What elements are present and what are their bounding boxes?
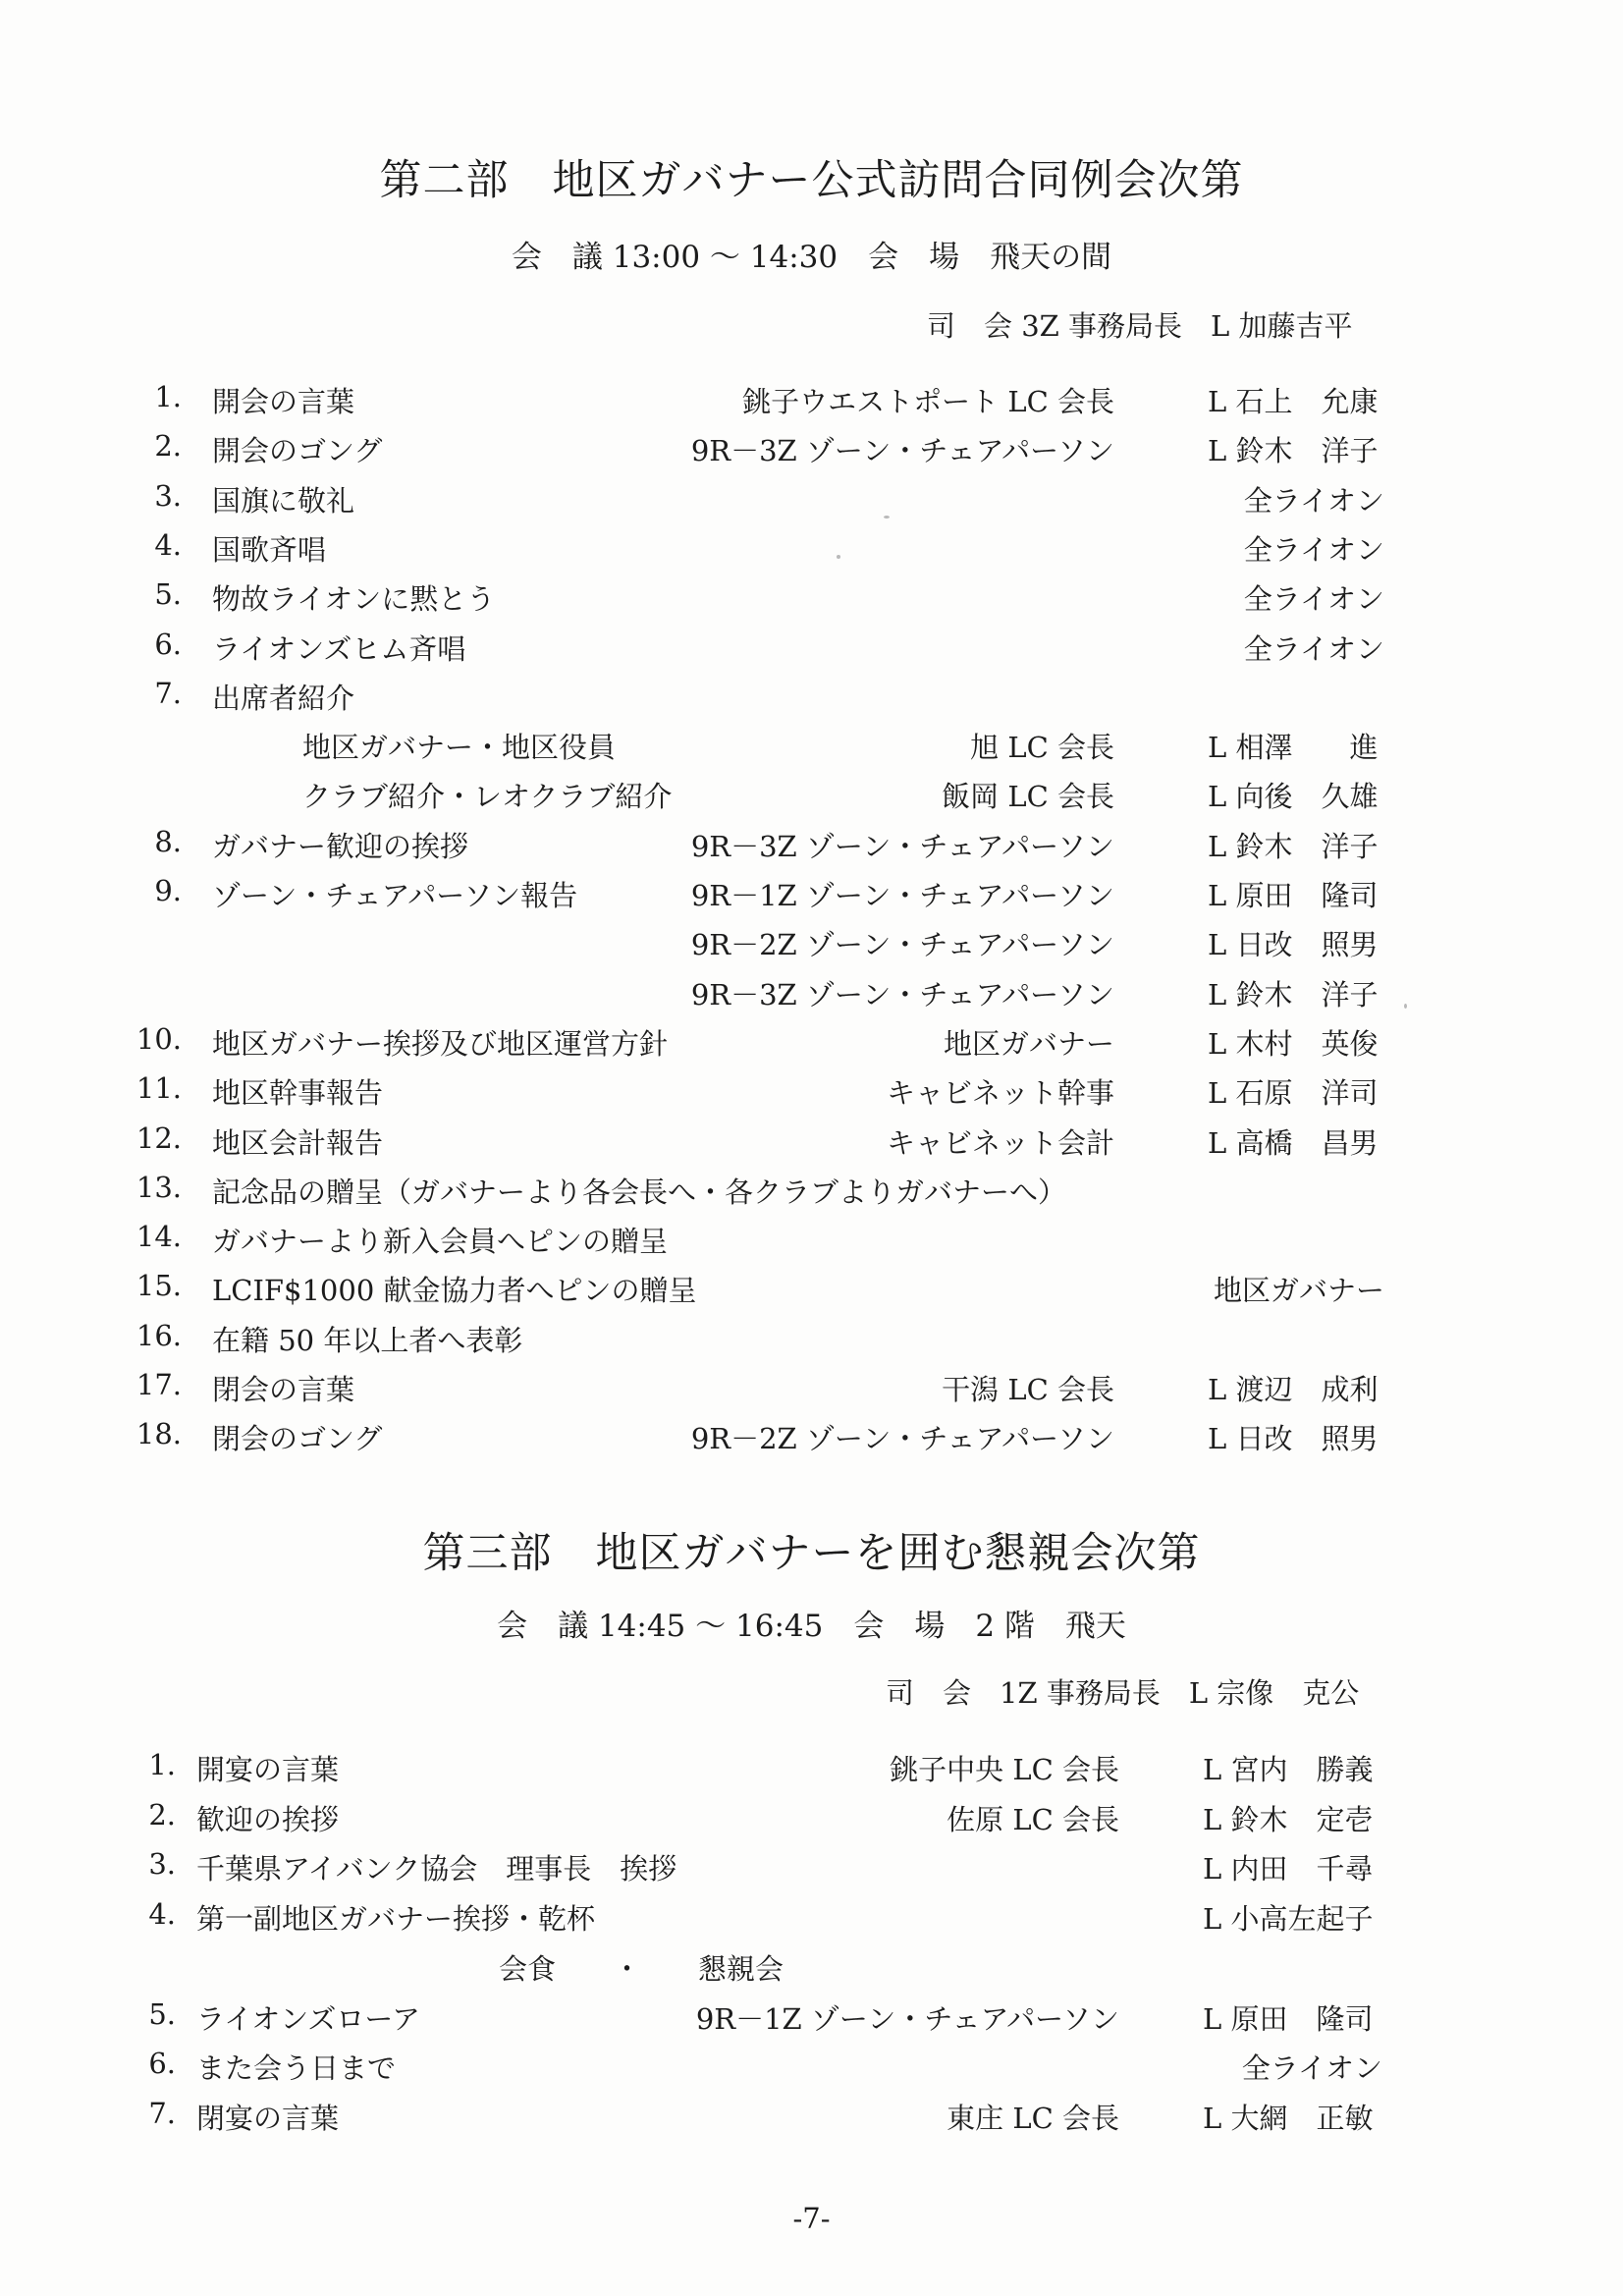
item-title: 地区ガバナー・地区役員 (302, 731, 617, 765)
item-title: ガバナーより新入会員へピンの贈呈 (212, 1225, 669, 1259)
item-number: 3. (154, 478, 182, 513)
person-name: 全ライオン (1241, 2051, 1382, 2086)
item-number: 11. (135, 1071, 182, 1106)
agenda-row (0, 2047, 1623, 2086)
person-name: 全ライオン (1243, 532, 1384, 567)
item-title: 開会のゴング (212, 434, 383, 468)
agenda-row (0, 380, 1623, 419)
item-title: 歓迎の挨拶 (196, 1802, 340, 1836)
agenda-row (0, 479, 1623, 519)
agenda-row (0, 1269, 1623, 1308)
agenda-row (0, 874, 1623, 913)
item-title: ライオンズローア (196, 2001, 420, 2036)
item-title: 千葉県アイバンク協会 理事長 挨拶 (196, 1852, 677, 1886)
role-label: 地区ガバナー (943, 1026, 1114, 1061)
role-label: 飯岡 LC 会長 (942, 780, 1114, 814)
agenda-row (0, 1071, 1623, 1111)
item-number: 3. (148, 1847, 176, 1882)
agenda-row (0, 1121, 1623, 1161)
role-label: 9R－3Z ゾーン・チェアパーソン (690, 829, 1114, 863)
item-title: LCIF$1000 献金協力者へピンの贈呈 (212, 1274, 697, 1308)
item-title: クラブ紹介・レオクラブ紹介 (302, 780, 673, 814)
item-number: 12. (135, 1121, 182, 1155)
person-name: L 鈴木 洋子 (1208, 829, 1379, 863)
agenda-row (0, 677, 1623, 716)
person-name: L 高橋 昌男 (1208, 1125, 1379, 1160)
agenda-row (0, 1997, 1623, 2037)
item-number: 16. (135, 1318, 182, 1352)
person-name: 全ライオン (1243, 582, 1384, 617)
item-number: 7. (154, 676, 182, 710)
agenda-row (0, 1171, 1623, 1210)
role-label: キャビネット幹事 (886, 1076, 1114, 1111)
person-name: L 大網 正敏 (1203, 2101, 1374, 2135)
item-number: 4. (154, 527, 182, 562)
role-label: 旭 LC 会長 (970, 731, 1114, 765)
item-title: 物故ライオンに黙とう (212, 582, 496, 617)
item-title: また会う日まで (196, 2051, 397, 2086)
person-name: L 石上 允康 (1208, 385, 1379, 418)
part2-title: 第二部 地区ガバナー公式訪問合同例会次第 (379, 156, 1244, 205)
part2-schedule: 会 議 13:00 ～ 14:30 会 場 飛天の間 (511, 240, 1112, 275)
agenda-row (0, 1022, 1623, 1062)
person-name: L 相澤 進 (1208, 731, 1379, 765)
agenda-row (0, 528, 1623, 568)
role-label: キャビネット会計 (886, 1125, 1114, 1160)
agenda-row (0, 1798, 1623, 1837)
page-number: -7- (792, 2202, 831, 2235)
item-title: 国歌斉唱 (212, 532, 327, 567)
role-label: 9R－1Z ゾーン・チェアパーソン (690, 879, 1114, 912)
item-number: 2. (154, 429, 182, 464)
item-number: 18. (135, 1417, 182, 1451)
item-number: 8. (154, 824, 182, 858)
role-label: 干潟 LC 会長 (942, 1373, 1114, 1406)
item-number: 1. (154, 380, 182, 413)
person-name: 全ライオン (1243, 631, 1384, 666)
role-label: 佐原 LC 会長 (947, 1802, 1119, 1836)
person-name: 全ライオン (1243, 483, 1384, 518)
role-label: 9R－2Z ゾーン・チェアパーソン (690, 1422, 1114, 1456)
person-name: L 原田 隆司 (1208, 879, 1379, 912)
item-title: 出席者紹介 (212, 681, 355, 715)
person-name: L 鈴木 洋子 (1208, 434, 1379, 468)
item-title: 開宴の言葉 (196, 1753, 340, 1786)
agenda-row (0, 1897, 1623, 1937)
person-name: 地区ガバナー (1213, 1274, 1384, 1308)
person-name: L 小高左起子 (1203, 1902, 1374, 1937)
role-label: 9R－1Z ゾーン・チェアパーソン (695, 2001, 1119, 2036)
agenda-row (0, 577, 1623, 617)
agenda-row (0, 429, 1623, 468)
item-title: 閉宴の言葉 (196, 2101, 340, 2135)
item-title: 開会の言葉 (212, 385, 355, 418)
person-name: L 鈴木 洋子 (1208, 977, 1379, 1011)
part3-title: 第三部 地区ガバナーを囲む懇親会次第 (422, 1529, 1201, 1578)
item-title: ライオンズヒム斉唱 (212, 631, 466, 666)
agenda-row (0, 1847, 1623, 1886)
item-title: 地区会計報告 (212, 1125, 384, 1160)
person-name: L 木村 英俊 (1208, 1026, 1379, 1061)
item-title: 会食 ・ 懇親会 (499, 1951, 784, 1986)
item-title: 地区ガバナー挨拶及び地区運営方針 (212, 1026, 669, 1061)
item-number: 10. (135, 1021, 182, 1056)
item-title: ゾーン・チェアパーソン報告 (212, 879, 578, 912)
item-number: 1. (148, 1748, 176, 1781)
item-number: 5. (148, 1996, 176, 2031)
agenda-row (0, 1368, 1623, 1407)
role-label: 銚子中央 LC 会長 (890, 1753, 1119, 1786)
item-title: 第一副地区ガバナー挨拶・乾杯 (196, 1902, 596, 1937)
item-number: 6. (148, 2047, 176, 2081)
person-name: L 宮内 勝義 (1203, 1753, 1374, 1786)
item-number: 6. (154, 627, 182, 661)
part3-mc: 司 会 1Z 事務局長 L 宗像 克公 (886, 1676, 1360, 1710)
person-name: L 原田 隆司 (1203, 2001, 1374, 2036)
agenda-row (0, 1947, 1623, 1987)
agenda-row (0, 628, 1623, 667)
part2-mc: 司 会 3Z 事務局長 L 加藤吉平 (927, 309, 1353, 343)
item-number: 9. (154, 874, 182, 907)
agenda-row (0, 2097, 1623, 2136)
agenda-row (0, 1220, 1623, 1259)
person-name: L 日改 照男 (1208, 1422, 1379, 1456)
item-number: 14. (135, 1220, 182, 1254)
agenda-row (0, 973, 1623, 1012)
item-number: 15. (135, 1269, 182, 1303)
person-name: L 内田 千尋 (1203, 1852, 1374, 1886)
person-name: L 石原 洋司 (1208, 1076, 1379, 1111)
agenda-row (0, 726, 1623, 765)
agenda-row (0, 1319, 1623, 1358)
role-label: 銚子ウエストポート LC 会長 (742, 385, 1114, 418)
item-number: 2. (148, 1797, 176, 1831)
item-title: 記念品の贈呈（ガバナーより各会長へ・各クラブよりガバナーへ） (212, 1175, 1067, 1209)
item-number: 5. (154, 577, 182, 612)
item-title: ガバナー歓迎の挨拶 (212, 829, 469, 863)
item-number: 7. (148, 2096, 176, 2130)
agenda-row (0, 1417, 1623, 1456)
item-title: 閉会の言葉 (212, 1373, 355, 1406)
person-name: L 鈴木 定壱 (1203, 1802, 1374, 1836)
agenda-row (0, 775, 1623, 814)
person-name: L 日改 照男 (1208, 928, 1379, 962)
item-title: 国旗に敬礼 (212, 483, 355, 518)
role-label: 9R－3Z ゾーン・チェアパーソン (690, 977, 1114, 1011)
item-title: 在籍 50 年以上者へ表彰 (212, 1323, 523, 1357)
role-label: 9R－2Z ゾーン・チェアパーソン (690, 928, 1114, 962)
item-title: 閉会のゴング (212, 1422, 383, 1456)
part3-schedule: 会 議 14:45 ～ 16:45 会 場 2 階 飛天 (497, 1609, 1126, 1644)
item-number: 4. (148, 1897, 176, 1932)
item-number: 13. (135, 1170, 182, 1204)
person-name: L 向後 久雄 (1208, 780, 1379, 814)
item-title: 地区幹事報告 (212, 1076, 384, 1111)
item-number: 17. (135, 1368, 182, 1401)
person-name: L 渡辺 成利 (1208, 1373, 1379, 1406)
role-label: 9R－3Z ゾーン・チェアパーソン (690, 434, 1114, 468)
agenda-row (0, 923, 1623, 962)
agenda-row (0, 825, 1623, 864)
role-label: 東庄 LC 会長 (947, 2101, 1119, 2135)
agenda-row (0, 1748, 1623, 1787)
